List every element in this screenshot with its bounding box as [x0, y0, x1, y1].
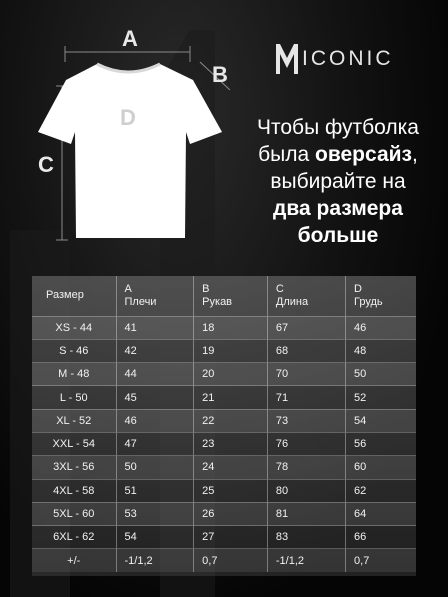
table-row: [32, 409, 416, 432]
measure-cell: 73: [267, 409, 345, 432]
promo-line-4-bold: два размера: [273, 197, 403, 220]
measure-cell: 62: [346, 479, 416, 502]
header-size: Размер: [46, 289, 84, 302]
dimension-b-label: B: [212, 62, 229, 87]
measure-cell: 50: [116, 456, 194, 479]
measure-cell: 20: [194, 363, 268, 386]
measure-cell: 23: [194, 432, 268, 455]
measure-cell: 83: [267, 526, 345, 549]
measure-cell: 22: [194, 409, 268, 432]
table-row: [32, 479, 416, 502]
size-cell: 4XL - 58: [32, 479, 116, 502]
measure-cell: 53: [116, 502, 194, 525]
measure-cell: 66: [346, 526, 416, 549]
measure-cell: 71: [267, 386, 345, 409]
header-b: B Рукав: [194, 276, 268, 316]
dimension-c-label: C: [38, 152, 55, 177]
promo-line-4: [238, 195, 438, 222]
table-row: [32, 549, 416, 572]
size-cell: M - 48: [32, 363, 116, 386]
measure-cell: 56: [346, 432, 416, 455]
measure-cell: 0,7: [194, 549, 268, 572]
tshirt-icon: [38, 64, 222, 238]
size-cell: L - 50: [32, 386, 116, 409]
measure-cell: 68: [267, 339, 345, 362]
measure-cell: 48: [346, 339, 416, 362]
measure-cell: 18: [194, 316, 268, 339]
size-cell: +/-: [32, 549, 116, 572]
iconic-m-logo-icon: [274, 42, 300, 76]
measure-cell: 47: [116, 432, 194, 455]
measure-cell: -1/1,2: [267, 549, 345, 572]
brand-name: ICONIC: [302, 47, 394, 70]
measure-cell: 50: [346, 363, 416, 386]
measure-cell: 21: [194, 386, 268, 409]
measure-cell: 19: [194, 339, 268, 362]
measure-cell: 60: [346, 456, 416, 479]
size-cell: 3XL - 56: [32, 456, 116, 479]
table-row: [32, 339, 416, 362]
dimension-d-label: D: [120, 105, 137, 130]
measure-cell: 54: [116, 526, 194, 549]
dimension-a-label: A: [122, 26, 139, 51]
brand-logo: [274, 42, 394, 76]
size-cell: S - 46: [32, 339, 116, 362]
oversize-tip-text: [238, 114, 438, 249]
promo-line-2-pre: была: [258, 143, 316, 166]
measure-cell: 52: [346, 386, 416, 409]
header-d: D Грудь: [346, 276, 416, 316]
measure-cell: 42: [116, 339, 194, 362]
measure-cell: 81: [267, 502, 345, 525]
measure-cell: 70: [267, 363, 345, 386]
table-row: [32, 432, 416, 455]
promo-line-1: Чтобы футболка: [256, 116, 419, 139]
measure-cell: 67: [267, 316, 345, 339]
measure-cell: 45: [116, 386, 194, 409]
tshirt-illustration: [0, 0, 240, 260]
promo-line-2-bold: оверсайз: [315, 143, 412, 166]
table-row: [32, 386, 416, 409]
measure-cell: 24: [194, 456, 268, 479]
measure-cell: 0,7: [346, 549, 416, 572]
measure-cell: -1/1,2: [116, 549, 194, 572]
header-c: C Длина: [267, 276, 345, 316]
header-a: A Плечи: [116, 276, 194, 316]
measure-cell: 25: [194, 479, 268, 502]
table-row: [32, 363, 416, 386]
size-cell: 6XL - 62: [32, 526, 116, 549]
size-cell: 5XL - 60: [32, 502, 116, 525]
size-cell: XXL - 54: [32, 432, 116, 455]
promo-line-5-bold: больше: [297, 224, 379, 247]
measure-cell: 41: [116, 316, 194, 339]
promo-line-2: [238, 141, 438, 168]
table-row: [32, 456, 416, 479]
size-cell: XL - 52: [32, 409, 116, 432]
size-table: [32, 276, 416, 572]
promo-line-2-post: ,: [411, 143, 418, 166]
measure-cell: 78: [267, 456, 345, 479]
measure-cell: 46: [116, 409, 194, 432]
measure-cell: 64: [346, 502, 416, 525]
measure-cell: 27: [194, 526, 268, 549]
size-cell: XS - 44: [32, 316, 116, 339]
measure-cell: 26: [194, 502, 268, 525]
measure-cell: 54: [346, 409, 416, 432]
table-row: [32, 316, 416, 339]
size-table-header: [32, 276, 416, 316]
table-row: [32, 502, 416, 525]
size-chart: [32, 276, 416, 576]
promo-line-3: выбирайте на: [270, 170, 406, 193]
table-row: [32, 526, 416, 549]
measure-cell: 44: [116, 363, 194, 386]
measure-cell: 46: [346, 316, 416, 339]
measure-cell: 76: [267, 432, 345, 455]
measure-cell: 51: [116, 479, 194, 502]
promo-line-5: [238, 222, 438, 249]
measure-cell: 80: [267, 479, 345, 502]
